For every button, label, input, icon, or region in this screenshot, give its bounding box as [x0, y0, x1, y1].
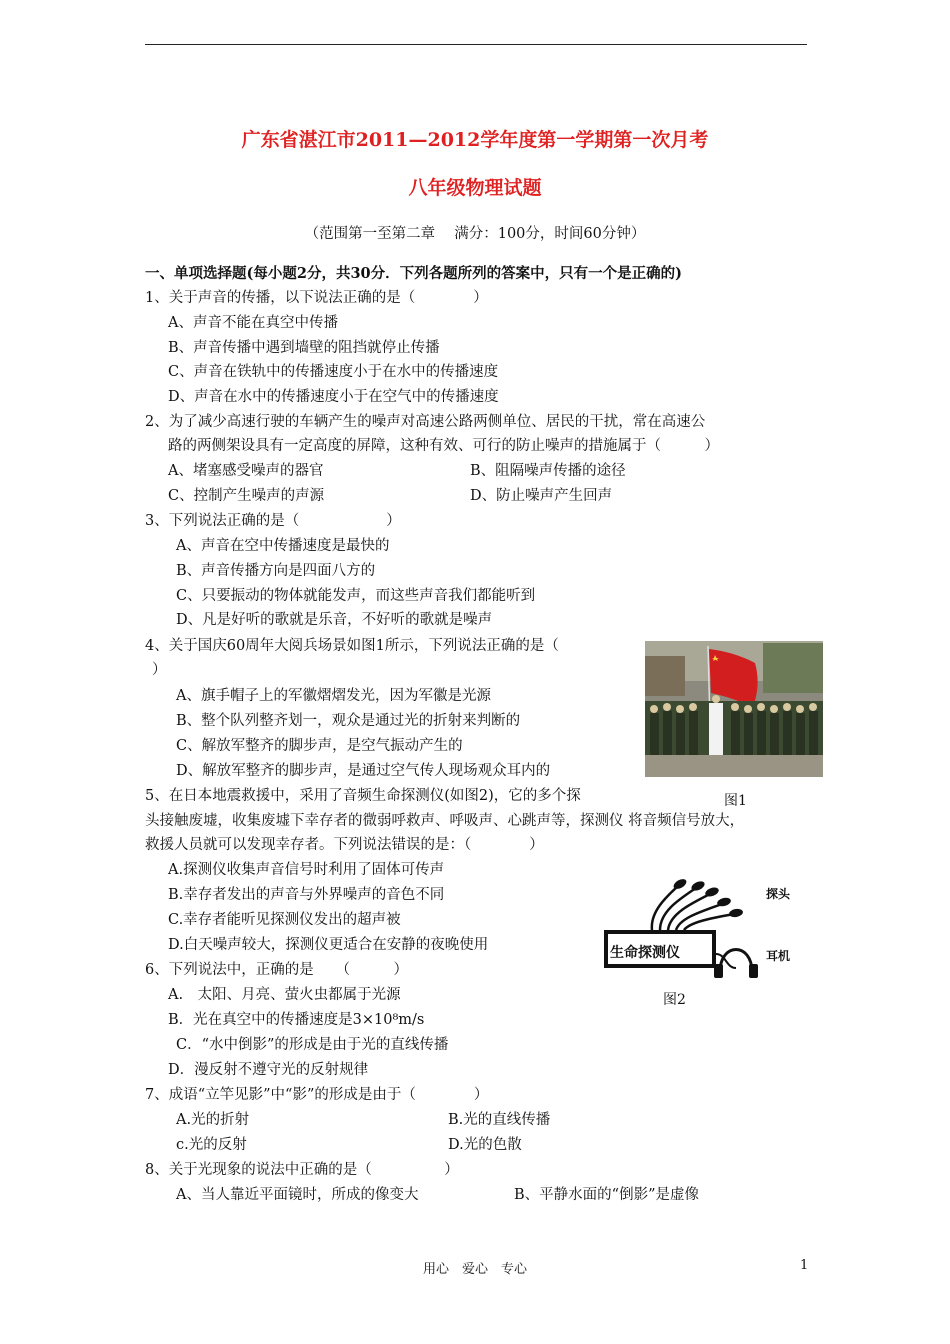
- question-1-stem: 1、关于声音的传播，以下说法正确的是（ ）: [145, 290, 488, 306]
- question-7-option-b: B.光的直线传播: [448, 1112, 551, 1128]
- figure-2-caption: 图2: [663, 992, 686, 1008]
- question-3-option-b: B、声音传播方向是四面八方的: [176, 563, 376, 579]
- question-3-option-c: C、只要振动的物体就能发声，而这些声音我们都能听到: [176, 588, 536, 604]
- question-3-option-d: D、凡是好听的歌就是乐音，不好听的歌就是噪声: [176, 612, 493, 628]
- header-rule: [145, 44, 807, 45]
- question-4-option-d: D、解放军整齐的脚步声，是通过空气传人现场观众耳内的: [176, 763, 551, 779]
- figure-2-earphone-label: 耳机: [766, 949, 791, 963]
- question-5-option-c: C.幸存者能听见探测仪发出的超声被: [168, 912, 401, 928]
- question-1-option-b: B、声音传播中遇到墙壁的阻挡就停止传播: [168, 340, 440, 356]
- question-8-option-b: B、平静水面的“倒影”是虚像: [514, 1187, 699, 1203]
- question-8-option-a: A、当人靠近平面镜时，所成的像变大: [176, 1187, 419, 1203]
- question-5-option-b: B.幸存者发出的声音与外界噪声的音色不同: [168, 887, 445, 903]
- document-subtitle: 八年级物理试题: [408, 177, 542, 199]
- question-2-option-c: C、控制产生噪声的声源: [168, 488, 325, 504]
- figure-2-device-label: 生命探测仪: [610, 945, 680, 961]
- question-5-stem-line1: 5、在日本地震救援中，采用了音频生命探测仪(如图2)，它的多个探: [145, 788, 581, 804]
- question-8-stem: 8、关于光现象的说法中正确的是（ ）: [145, 1162, 459, 1178]
- question-2-stem-line2: 路的两侧架设具有一定高度的屏障，这种有效、可行的防止噪声的措施属于（ ）: [168, 438, 719, 454]
- question-7-stem: 7、成语“立竿见影”中“影”的形成是由于（ ）: [145, 1087, 489, 1103]
- question-4-stem-line1: 4、关于国庆60周年大阅兵场景如图1所示，下列说法正确的是（: [145, 638, 559, 654]
- question-4-option-a: A、旗手帽子上的军徽熠熠发光，因为军徽是光源: [176, 688, 491, 704]
- question-3-option-a: A、声音在空中传播速度是最快的: [176, 538, 390, 554]
- question-7-option-c: c.光的反射: [176, 1137, 247, 1153]
- parade-photo: [645, 641, 823, 777]
- question-6-option-d: D．漫反射不遵守光的反射规律: [168, 1062, 369, 1078]
- section-heading: 一、单项选择题(每小题2分，共30分．下列各题所列的答案中，只有一个是正确的): [145, 265, 682, 282]
- page-footer: 用心 爱心 专心: [422, 1262, 527, 1277]
- question-1-option-d: D、声音在水中的传播速度小于在空气中的传播速度: [168, 389, 499, 405]
- question-7-option-a: A.光的折射: [176, 1112, 250, 1128]
- figure-1-caption: 图1: [724, 793, 747, 809]
- question-3-stem: 3、下列说法正确的是（ ）: [145, 513, 401, 529]
- question-6-option-c: C．“水中倒影”的形成是由于光的直线传播: [176, 1037, 449, 1053]
- question-1-option-c: C、声音在铁轨中的传播速度小于在水中的传播速度: [168, 364, 499, 380]
- question-4-option-c: C、解放军整齐的脚步声，是空气振动产生的: [176, 738, 463, 754]
- question-6-option-a: A. 太阳、月亮、萤火虫都属于光源: [168, 987, 401, 1003]
- question-4-stem-line2: ）: [152, 662, 167, 678]
- question-2-option-b: B、阻隔噪声传播的途径: [470, 463, 626, 479]
- question-2-stem-line1: 2、为了减少高速行驶的车辆产生的噪声对高速公路两侧单位、居民的干扰，常在高速公: [145, 414, 706, 430]
- question-6-stem: 6、下列说法中，正确的是 （ ）: [145, 962, 408, 978]
- exam-scope: （范围第一至第二章 满分：100分，时间60分钟）: [304, 226, 646, 242]
- question-4-option-b: B、整个队列整齐划一，观众是通过光的折射来判断的: [176, 713, 521, 729]
- question-6-option-b: B．光在真空中的传播速度是3×10⁸m/s: [168, 1012, 425, 1028]
- question-7-option-d: D.光的色散: [448, 1137, 522, 1153]
- question-2-option-a: A、堵塞感受噪声的器官: [168, 463, 324, 479]
- question-5-stem-line2: 头接触废墟，收集废墟下幸存者的微弱呼救声、呼吸声、心跳声等，探测仪 将音频信号放大，: [145, 813, 745, 829]
- page-number: 1: [800, 1258, 809, 1273]
- question-1-option-a: A、声音不能在真空中传播: [168, 315, 338, 331]
- question-2-option-d: D、防止噪声产生回声: [470, 488, 613, 504]
- document-title: 广东省湛江市2011—2012学年度第一学期第一次月考: [241, 129, 709, 151]
- question-5-option-d: D.白天噪声较大，探测仪更适合在安静的夜晚使用: [168, 937, 489, 953]
- question-5-option-a: A.探测仪收集声音信号时利用了固体可传声: [168, 862, 445, 878]
- question-5-stem-line3: 救援人员就可以发现幸存者。下列说法错误的是：（ ）: [145, 837, 544, 853]
- figure-2-probe-label: 探头: [766, 887, 791, 901]
